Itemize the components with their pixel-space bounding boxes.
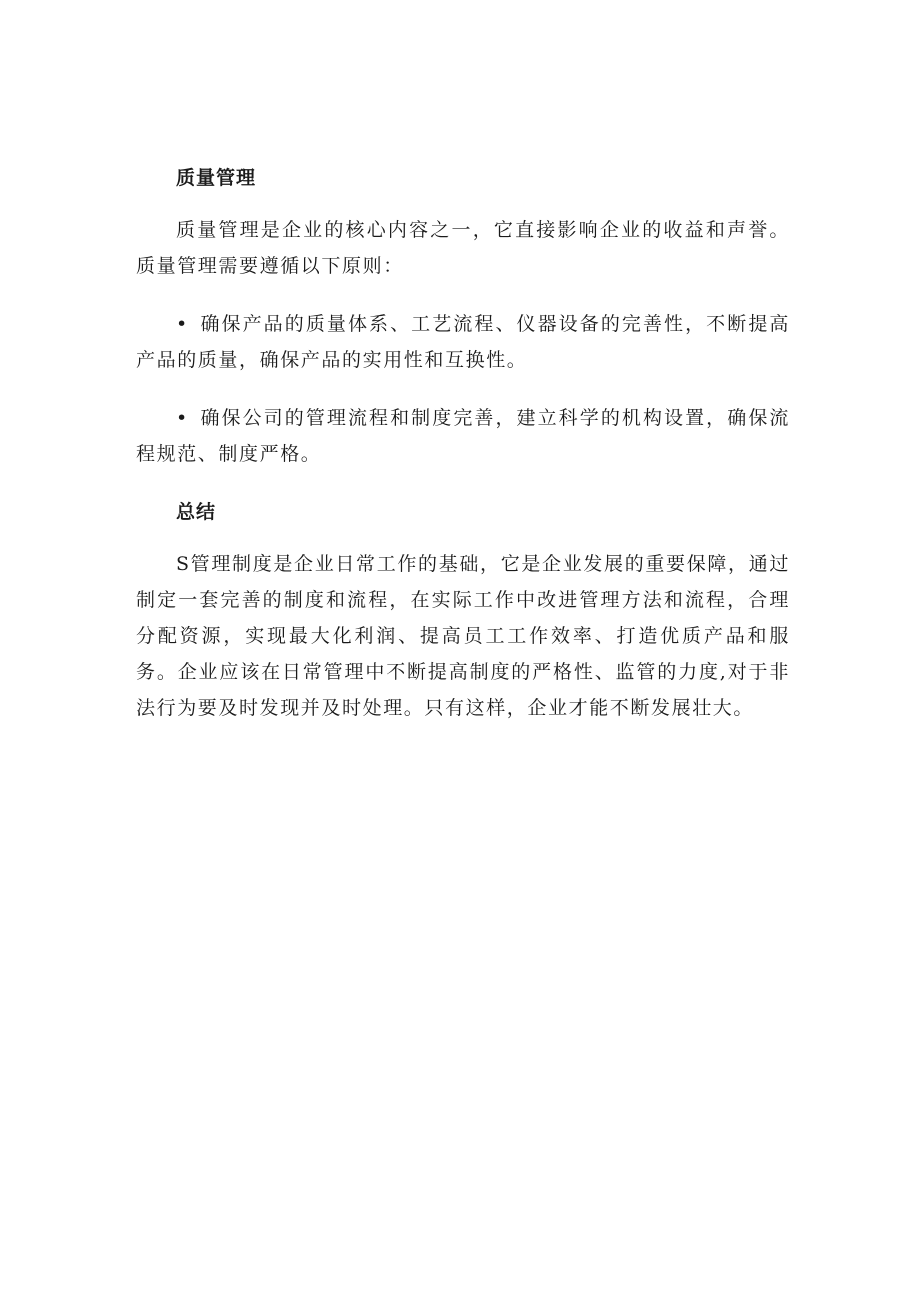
document-body (136, 160, 790, 726)
section-heading-summary: 总结 (176, 501, 217, 523)
bullet-icon: • (176, 407, 189, 429)
summary-paragraph: S管理制度是企业日常工作的基础，它是企业发展的重要保障，通过制定一套完善的制度和流程，在实际工作中改进管理方法和流程，合理分配资源，实现最大化利润、提高员工工作效率、打造优质产品和服务。企业应该在日常管理中不断提高制度的严格性、监管的力度,对于非法行为要及时发现并及时处理。只有这样，企业才能不断发展壮大。 (136, 553, 790, 719)
section-heading-quality: 质量管理 (176, 167, 257, 189)
bullet-text: 确保产品的质量体系、工艺流程、仪器设备的完善性，不断提高产品的质量，确保产品的实用性和互换性。 (136, 313, 790, 371)
quality-intro-paragraph: 质量管理是企业的核心内容之一，它直接影响企业的收益和声誉。质量管理需要遵循以下原则： (136, 219, 790, 277)
bullet-item (136, 400, 790, 472)
bullet-icon: • (176, 313, 189, 335)
bullet-text: 确保公司的管理流程和制度完善，建立科学的机构设置，确保流程规范、制度严格。 (136, 407, 790, 465)
bullet-item (136, 306, 790, 378)
